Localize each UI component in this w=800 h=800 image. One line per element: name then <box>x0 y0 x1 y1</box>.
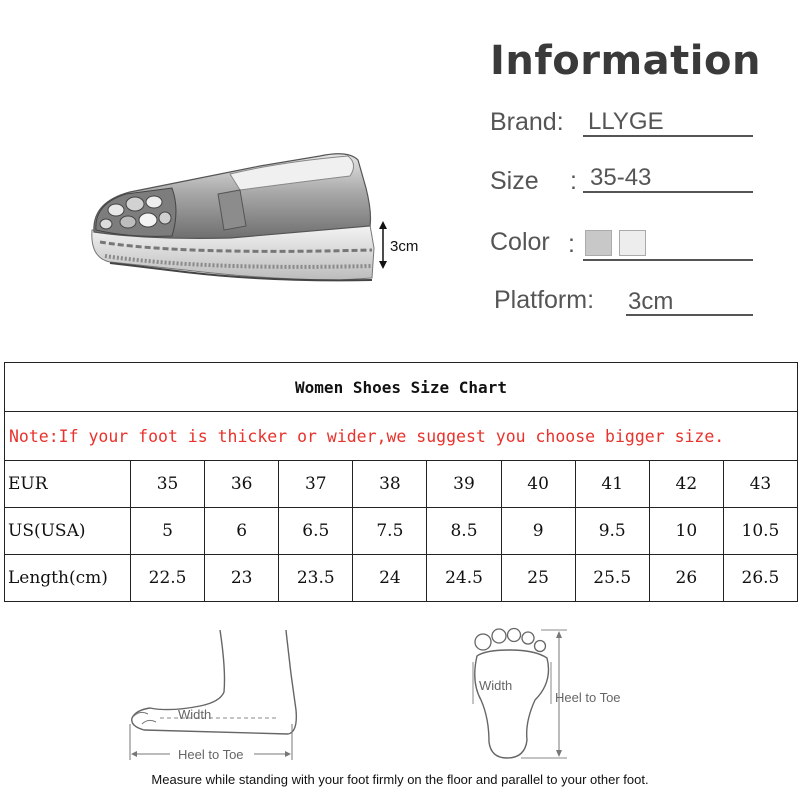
table-cell: 23.5 <box>279 555 353 602</box>
size-value: 35-43 <box>590 164 652 191</box>
size-chart-note: Note:If your foot is thicker or wider,we suggest you choose bigger size. <box>5 412 798 461</box>
table-cell: 36 <box>205 461 279 508</box>
color-swatch-white <box>619 230 646 256</box>
table-cell: 23 <box>205 555 279 602</box>
shoe-illustration <box>80 130 380 310</box>
size-chart-title: Women Shoes Size Chart <box>5 363 798 412</box>
table-cell: 25.5 <box>575 555 649 602</box>
table-cell: 5 <box>131 508 205 555</box>
table-cell: 25 <box>501 555 575 602</box>
side-foot-diagram <box>120 630 310 765</box>
table-cell: 10.5 <box>723 508 797 555</box>
table-cell: 8.5 <box>427 508 501 555</box>
platform-label: Platform: <box>494 286 595 314</box>
table-cell: 35 <box>131 461 205 508</box>
platform-height-indicator <box>376 220 436 270</box>
table-cell: 22.5 <box>131 555 205 602</box>
color-swatch-silver <box>585 230 612 256</box>
size-separator: : <box>570 167 577 195</box>
color-underline <box>583 259 753 261</box>
brand-value: LLYGE <box>588 108 664 135</box>
side-width-label: Width <box>178 707 212 722</box>
table-cell: 6.5 <box>279 508 353 555</box>
table-cell: 24.5 <box>427 555 501 602</box>
table-row-eur <box>5 461 798 508</box>
color-separator: : <box>568 230 575 258</box>
sole-length-label: Heel to Toe <box>555 690 621 705</box>
size-chart-table <box>4 362 798 602</box>
platform-underline <box>626 314 753 316</box>
table-row-us <box>5 508 798 555</box>
row-label: EUR <box>5 461 131 508</box>
table-cell: 39 <box>427 461 501 508</box>
table-cell: 26.5 <box>723 555 797 602</box>
size-underline <box>583 191 753 193</box>
shoe-product-image <box>80 130 380 310</box>
table-cell: 37 <box>279 461 353 508</box>
table-row-length <box>5 555 798 602</box>
foot-sole-view-icon <box>455 622 645 764</box>
brand-underline <box>583 135 753 137</box>
sole-width-label: Width <box>479 678 513 693</box>
table-cell: 38 <box>353 461 427 508</box>
foot-side-view-icon <box>120 630 310 765</box>
table-cell: 40 <box>501 461 575 508</box>
measuring-instructions: Measure while standing with your foot firmly on the floor and parallel to your other foot. <box>151 772 649 787</box>
platform-height-label: 3cm <box>390 238 419 255</box>
size-label: Size <box>490 167 539 195</box>
table-cell: 10 <box>649 508 723 555</box>
row-label: US(USA) <box>5 508 131 555</box>
table-cell: 24 <box>353 555 427 602</box>
color-label: Color <box>490 228 550 256</box>
table-cell: 9.5 <box>575 508 649 555</box>
double-arrow-icon <box>376 220 390 270</box>
table-cell: 43 <box>723 461 797 508</box>
side-length-label: Heel to Toe <box>178 747 244 762</box>
brand-label: Brand: <box>490 108 564 136</box>
row-label: Length(cm) <box>5 555 131 602</box>
table-cell: 42 <box>649 461 723 508</box>
platform-value: 3cm <box>628 288 674 315</box>
table-cell: 26 <box>649 555 723 602</box>
sole-foot-diagram <box>455 622 645 764</box>
table-cell: 7.5 <box>353 508 427 555</box>
table-cell: 6 <box>205 508 279 555</box>
info-title: Information <box>490 38 761 84</box>
table-cell: 41 <box>575 461 649 508</box>
table-cell: 9 <box>501 508 575 555</box>
